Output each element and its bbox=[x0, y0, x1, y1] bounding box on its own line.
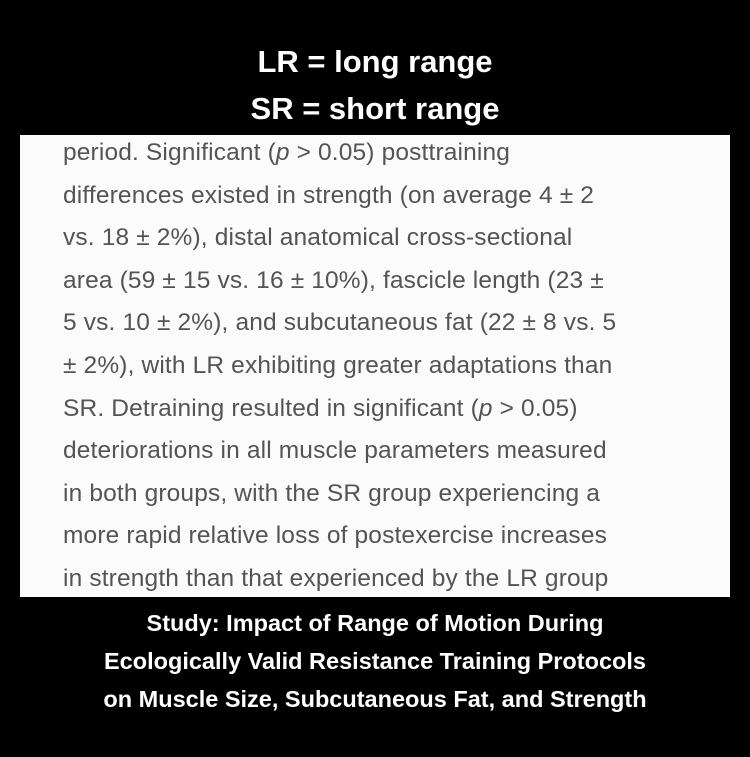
study-title-line: on Muscle Size, Subcutaneous Fat, and Strength bbox=[103, 686, 647, 712]
excerpt-line: 5 vs. 10 ± 2%), and subcutaneous fat (22 ± 8 vs. 5 bbox=[63, 309, 617, 337]
excerpt-line: in strength than that experienced by the LR group bbox=[63, 564, 609, 592]
excerpt-line: SR. Detraining resulted in significant (p > 0.05) bbox=[63, 394, 578, 422]
banner-line-sr: SR = short range bbox=[250, 91, 500, 126]
excerpt-line: period. Significant (p > 0.05) posttraining bbox=[63, 139, 511, 166]
p-symbol: p bbox=[478, 394, 493, 422]
top-banner bbox=[0, 0, 750, 135]
excerpt-line: vs. 18 ± 2%), distal anatomical cross-sectional bbox=[63, 224, 573, 252]
study-title-banner bbox=[0, 597, 750, 757]
excerpt-line: in both groups, with the SR group experiencing a bbox=[63, 479, 601, 507]
abstract-excerpt-text bbox=[63, 135, 723, 601]
study-title-line: Study: Impact of Range of Motion During bbox=[146, 610, 604, 636]
excerpt-line: deteriorations in all muscle parameters measured bbox=[63, 437, 607, 465]
p-symbol: p bbox=[275, 139, 290, 166]
abstract-excerpt-panel bbox=[20, 135, 730, 597]
banner-line-lr: LR = long range bbox=[257, 44, 493, 79]
excerpt-line: ± 2%), with LR exhibiting greater adaptations than bbox=[63, 351, 613, 379]
study-title-line: Ecologically Valid Resistance Training Protocols bbox=[104, 648, 646, 674]
excerpt-line: area (59 ± 15 vs. 16 ± 10%), fascicle length (23 ± bbox=[63, 266, 604, 294]
excerpt-line: differences existed in strength (on average 4 ± 2 bbox=[63, 181, 595, 209]
excerpt-line: more rapid relative loss of postexercise increases bbox=[63, 522, 608, 550]
